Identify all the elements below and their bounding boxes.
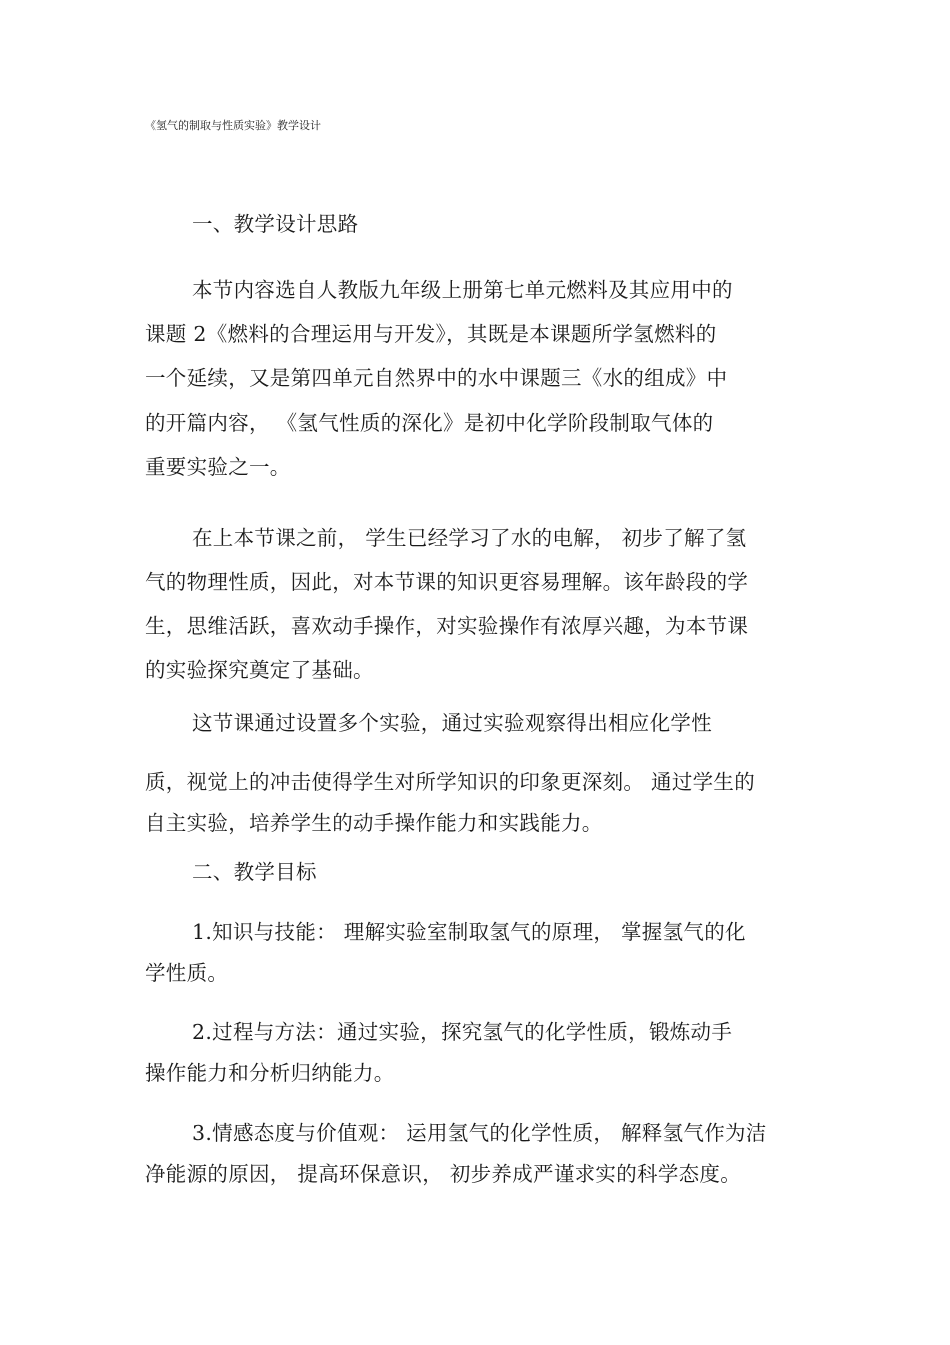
paragraph-line: 的开篇内容， 《氢气性质的深化》是初中化学阶段制取气体的 [145, 411, 714, 435]
paragraph-line: 净能源的原因， 提高环保意识， 初步养成严谨求实的科学态度。 [145, 1162, 742, 1186]
paragraph-line: 学性质。 [145, 961, 229, 985]
paragraph-line: 这节课通过设置多个实验，通过实验观察得出相应化学性 [192, 711, 712, 735]
paragraph-line: 生，思维活跃，喜欢动手操作，对实验操作有浓厚兴趣，为本节课 [145, 614, 749, 638]
paragraph-line: 的实验探究奠定了基础。 [145, 658, 374, 682]
paragraph-line: 自主实验，培养学生的动手操作能力和实践能力。 [145, 811, 603, 835]
paragraph-line: 质，视觉上的冲击使得学生对所学知识的印象更深刻。 通过学生的 [145, 770, 756, 794]
section-heading-1: 一、教学设计思路 [192, 212, 359, 236]
section-heading-2: 二、教学目标 [192, 860, 317, 884]
paragraph-line: 一个延续，又是第四单元自然界中的水中课题三《水的组成》中 [145, 366, 728, 390]
paragraph-line: 在上本节课之前， 学生已经学习了水的电解， 初步了解了氢 [192, 526, 747, 550]
paragraph-line: 操作能力和分析归纳能力。 [145, 1061, 395, 1085]
running-header: 《氢气的制取与性质实验》教学设计 [145, 119, 321, 132]
paragraph-line: 本节内容选自人教版九年级上册第七单元燃料及其应用中的 [192, 278, 733, 302]
objective-item: 1.知识与技能： 理解实验室制取氢气的原理， 掌握氢气的化 [192, 920, 746, 944]
paragraph-line: 气的物理性质，因此，对本节课的知识更容易理解。该年龄段的学 [145, 570, 749, 594]
objective-item: 2.过程与方法：通过实验，探究氢气的化学性质，锻炼动手 [192, 1020, 733, 1044]
paragraph-line: 课题 2《燃料的合理运用与开发》，其既是本课题所学氢燃料的 [145, 322, 717, 346]
objective-item: 3.情感态度与价值观： 运用氢气的化学性质， 解释氢气作为洁 [192, 1121, 767, 1145]
paragraph-line: 重要实验之一。 [145, 455, 291, 479]
